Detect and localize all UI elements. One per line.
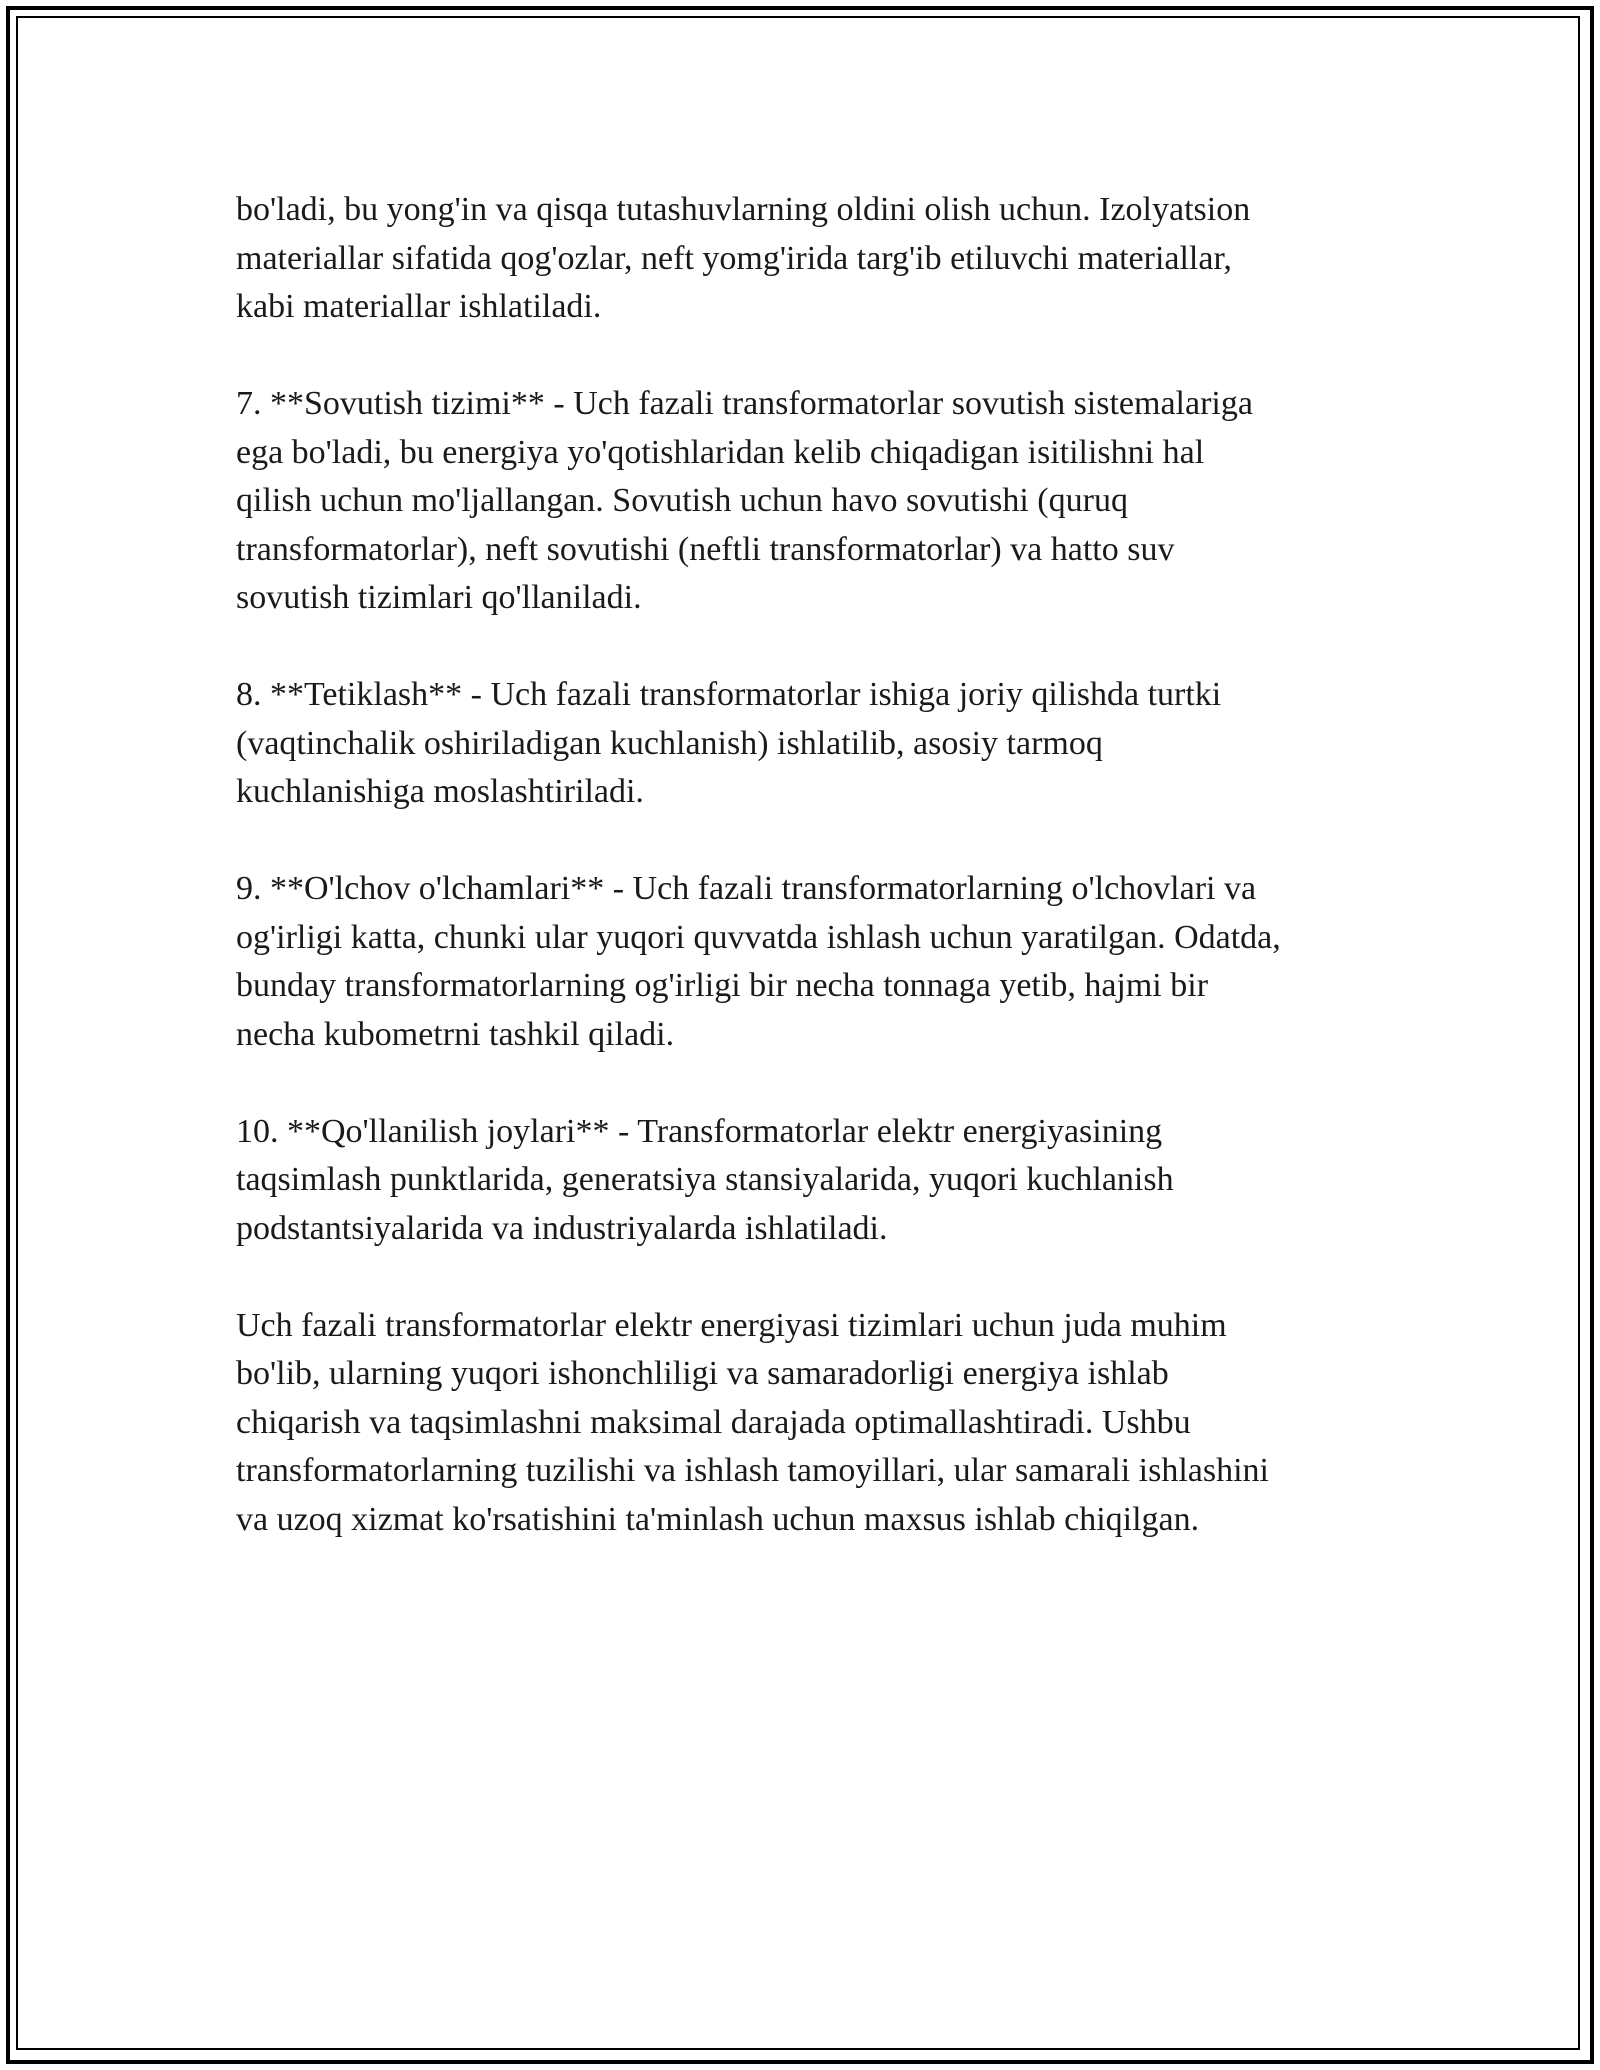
- paragraph-cooling-system: 7. **Sovutish tizimi** - Uch fazali transformatorlar sovutish sistemalariga ega bo'ladi, bu energiya yo'qotishlaridan kelib chiqadigan isitilishni hal qilish uchun mo'ljallangan. Sovutish uchun havo sovutishi (quruq transformatorlar), neft sovutishi (neftli transformatorlar) va hatto suv sovutish tizimlari qo'llaniladi.: [236, 385, 1253, 616]
- paragraph-startup: 8. **Tetiklash** - Uch fazali transformatorlar ishiga joriy qilishda turtki (vaqtinchalik oshiriladigan kuchlanish) ishlatilib, asosiy tarmoq kuchlanishiga moslashtiriladi.: [236, 676, 1222, 810]
- paragraph-conclusion: Uch fazali transformatorlar elektr energiyasi tizimlari uchun juda muhim bo'lib, ularning yuqori ishonchliligi va samaradorligi energiya ishlab chiqarish va taqsimlashni maksimal darajada optimallashtiradi. Ushbu transformatorlarning tuzilishi va ishlash tamoyillari, ular samarali ishlashini va uzoq xizmat ko'rsatishini ta'minlash uchun maxsus ishlab chiqilgan.: [236, 1306, 1269, 1538]
- paragraph-dimensions: 9. **O'lchov o'lchamlari** - Uch fazali transformatorlarning o'lchovlari va og'irligi katta, chunki ular yuqori quvvatda ishlash uchun yaratilgan. Odatda, bunday transformatorlarning og'irligi bir necha tonnaga yetib, hajmi bir necha kubometrni tashkil qiladi.: [236, 870, 1281, 1053]
- paragraph-insulation-continued: bo'ladi, bu yong'in va qisqa tutashuvlarning oldini olish uchun. Izolyatsion materiallar sifatida qog'ozlar, neft yomg'irida targ'ib etiluvchi materiallar, kabi materiallar ishlatiladi.: [236, 191, 1251, 325]
- paragraph-applications: 10. **Qo'llanilish joylari** - Transformatorlar elektr energiyasining taqsimlash punktlarida, generatsiya stansiyalarida, yuqori kuchlanish podstantsiyalarida va industriyalarda ishlatiladi.: [236, 1112, 1174, 1247]
- document-body: [236, 186, 1386, 1544]
